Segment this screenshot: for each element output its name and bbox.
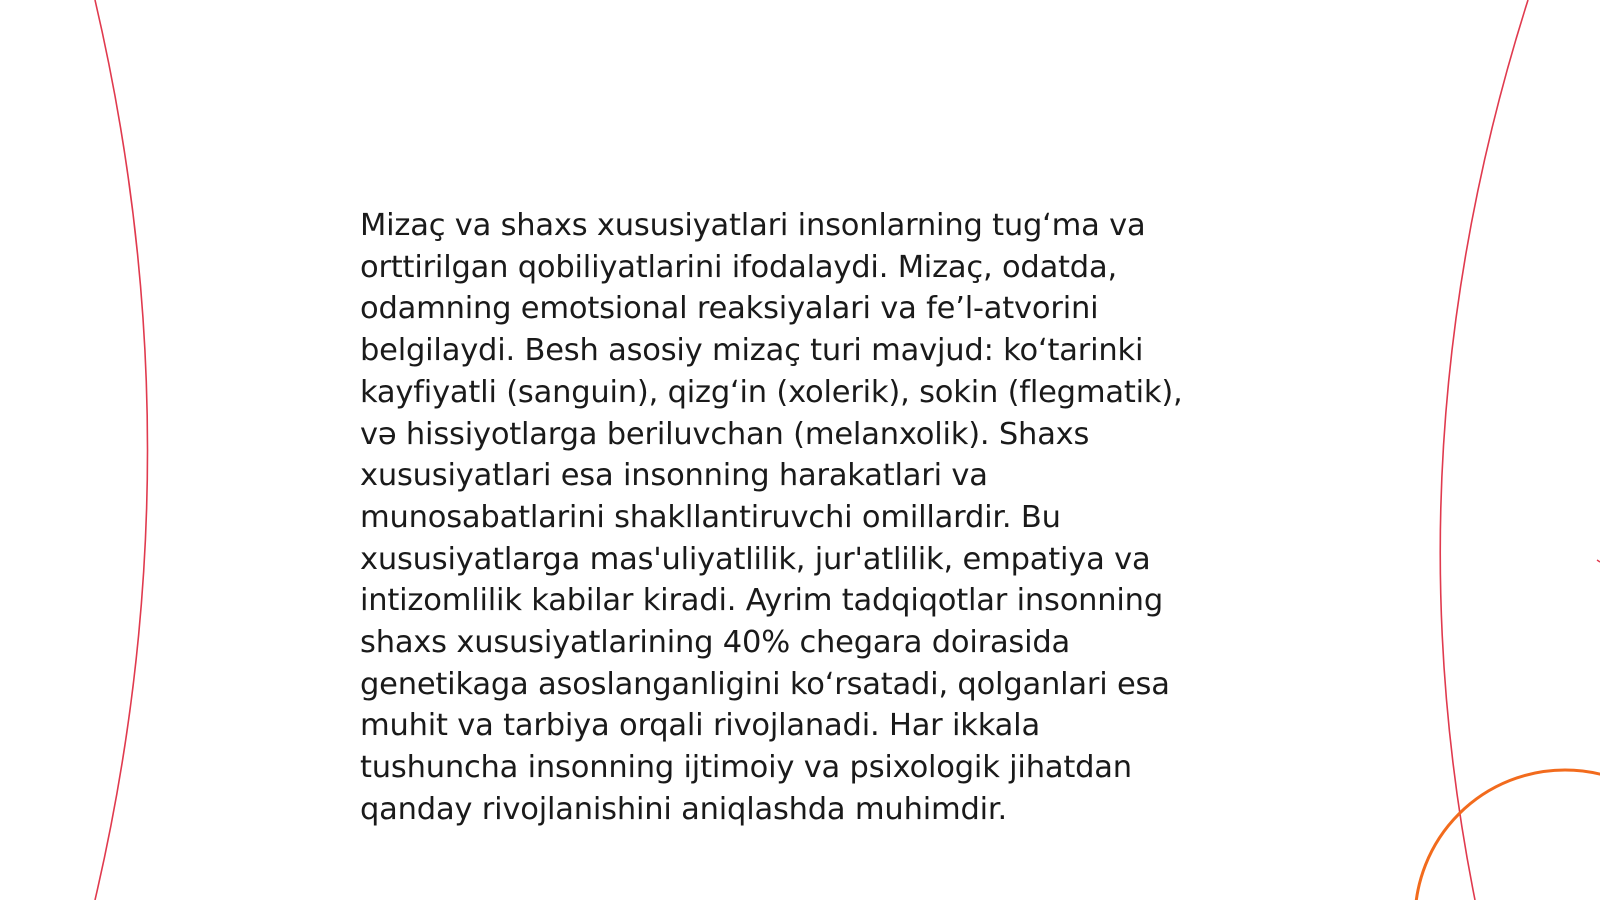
paragraph-line-13: muhit va tarbiya orqali rivojlanadi. Har ikkala	[360, 708, 1040, 744]
paragraph-line-10: intizomlilik kabilar kiradi. Ayrim tadqiqotlar insonning	[360, 583, 1163, 619]
paragraph-line-15: qanday rivojlanishini aniqlashda muhimdir.	[360, 791, 1007, 827]
body-paragraph	[360, 205, 1240, 831]
paragraph-line-14: tushuncha insonning ijtimoiy va psixologik jihatdan	[360, 750, 1132, 786]
paragraph-line-2: orttirilgan qobiliyatlarini ifodalaydi. Mizaç, odatda,	[360, 249, 1117, 285]
paragraph-line-6: və hissiyotlarga beriluvchan (melanxolik). Shaxs	[360, 416, 1090, 452]
paragraph-line-1: Mizaç va shaxs xususiyatlari insonlarning tugʻma va	[360, 208, 1146, 243]
left-curve-line	[95, 0, 148, 900]
paragraph-line-12: genetikaga asoslanganligini koʻrsatadi, qolganlari esa	[360, 666, 1170, 702]
paragraph-line-5: kayfiyatli (sanguin), qizgʻin (xolerik), sokin (flegmatik),	[360, 374, 1183, 410]
right-curve-line	[1440, 0, 1528, 900]
paragraph-line-11: shaxs xususiyatlarining 40% chegara doirasida	[360, 625, 1071, 661]
paragraph-line-7: xususiyatlari esa insonning harakatlari va	[360, 458, 988, 494]
paragraph-line-4: belgilaydi. Besh asosiy mizaç turi mavjud: koʻtarinki	[360, 333, 1144, 369]
paragraph-line-9: xususiyatlarga mas'uliyatlilik, jur'atlilik, empatiya va	[360, 541, 1151, 577]
paragraph-line-3: odamning emotsional reaksiyalari va feʼl-atvorini	[360, 291, 1099, 327]
paragraph-line-8: munosabatlarini shakllantiruvchi omillardir. Bu	[360, 499, 1061, 535]
orange-circle-arc	[1415, 770, 1600, 900]
